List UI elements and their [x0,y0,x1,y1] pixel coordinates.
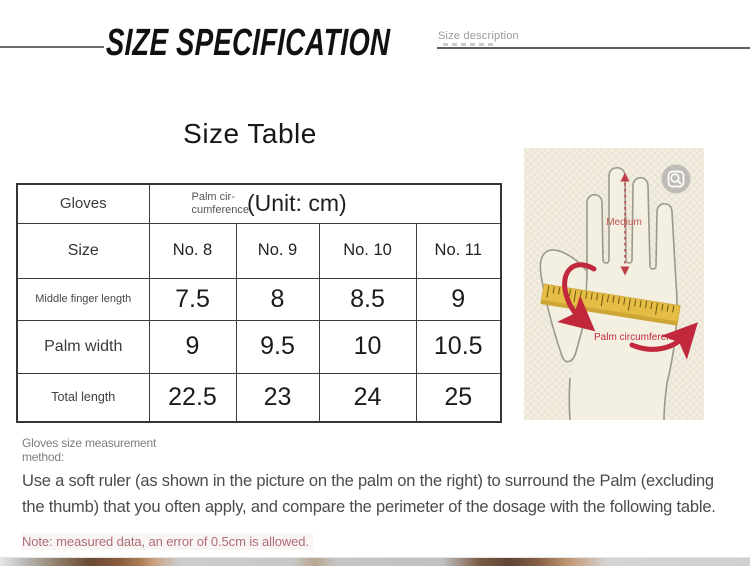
cell-value: 24 [319,373,416,422]
label-medium: Medium [606,217,642,228]
cell-value: 23 [236,373,319,422]
hand-illustration [524,148,704,420]
cell-size-no9: No. 9 [236,223,319,278]
cell-value: 8 [236,278,319,320]
label-palm-circumference: Palm circumference [594,332,683,343]
cell-size-no10: No. 10 [319,223,416,278]
cell-value: 22.5 [149,373,236,422]
table-row-sizes [17,223,501,278]
palm-circumference-caption: Palm cir- cumference [191,191,249,216]
table-row-unit [17,184,501,223]
cell-palm-width-label: Palm width [17,320,149,373]
cell-size-no8: No. 8 [149,223,236,278]
table-row-total-length [17,373,501,422]
cell-total-length-label: Total length [17,373,149,422]
cell-size-label: Size [17,223,149,278]
cell-unit-label [149,184,501,223]
next-image-strip [0,557,750,566]
size-table [16,183,502,423]
magnifier-icon[interactable] [662,165,691,194]
table-row-palm-width [17,320,501,373]
header-divider-left [0,46,104,48]
tolerance-note: Note: measured data, an error of 0.5cm is allowed. [22,533,313,550]
cell-value: 8.5 [319,278,416,320]
cell-value: 10 [319,320,416,373]
header-divider-right [437,47,750,49]
section-subtitle: Size description [438,30,519,42]
cell-gloves-label: Gloves [17,184,149,223]
wrist-line-left [569,378,570,420]
size-table-heading: Size Table [183,118,317,149]
cell-value: 25 [416,373,501,422]
cell-value: 7.5 [149,278,236,320]
cell-value: 9.5 [236,320,319,373]
cell-value: 9 [416,278,501,320]
cell-value: 9 [149,320,236,373]
section-title: SIZE SPECIFICATION [105,22,391,64]
subtitle-smudge-text [443,43,495,46]
measurement-instructions: Use a soft ruler (as shown in the picture on the palm on the right) to surround the Palm (excluding the thumb) that you often apply, and compare the perimeter of the dosage with the following table. [22,472,716,516]
table-row-middle-finger [17,278,501,320]
cell-middle-finger-label: Middle finger length [17,278,149,320]
method-label: Gloves size measurement method: [22,436,157,465]
cell-value: 10.5 [416,320,501,373]
cell-size-no11: No. 11 [416,223,501,278]
hand-measurement-figure [524,148,704,420]
unit-cm-label: (Unit: cm) [246,190,347,217]
